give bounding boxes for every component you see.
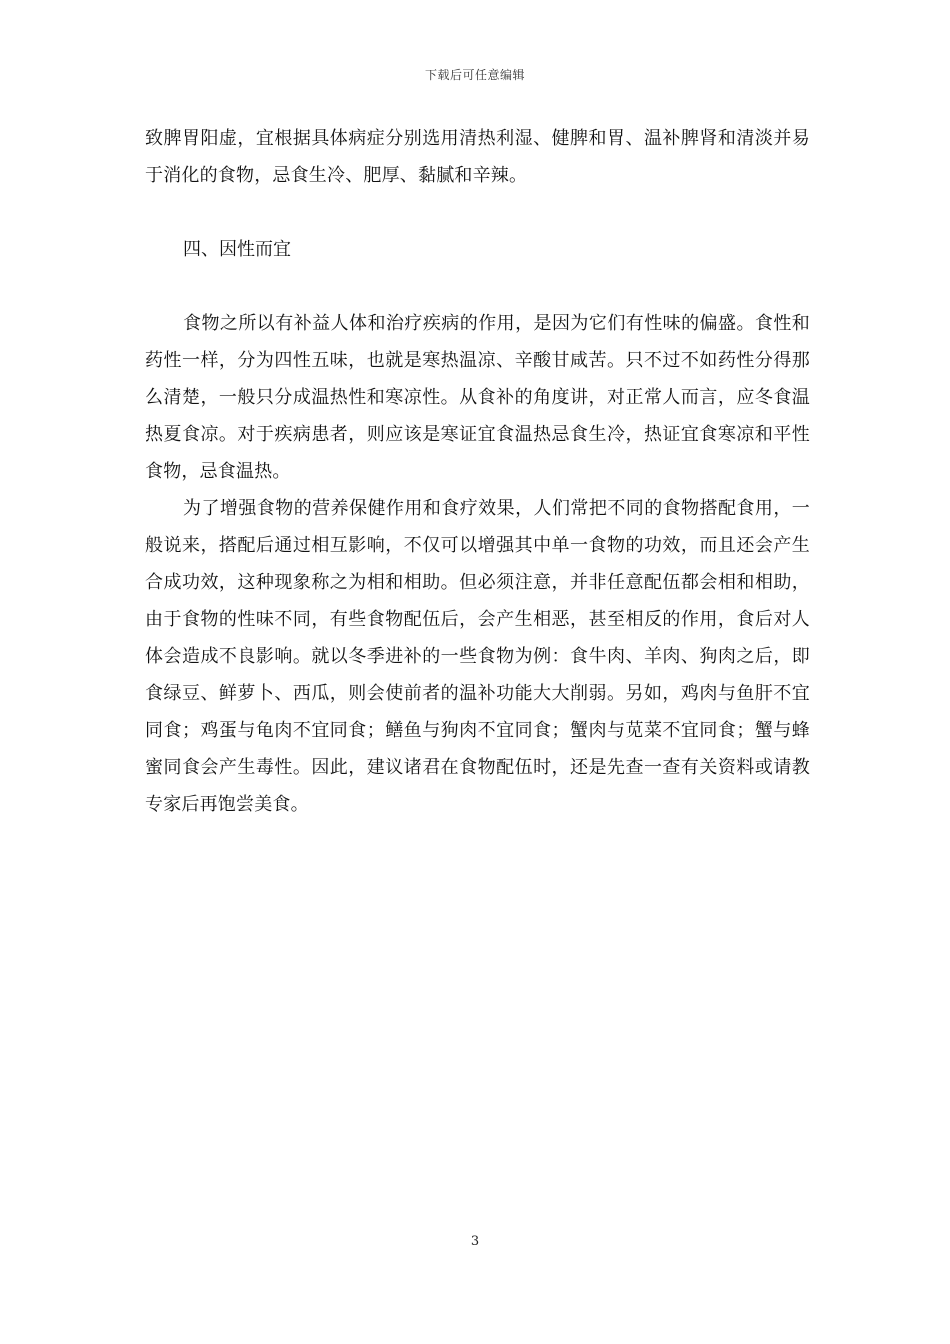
continued-paragraph: 致脾胃阳虚，宜根据具体病症分别选用清热利湿、健脾和胃、温补脾肾和清淡并易于消化的食物，忌食生冷、肥厚、黏腻和辛辣。 (145, 128, 810, 186)
page-number: 3 (470, 1234, 480, 1249)
paragraph-food-properties: 食物之所以有补益人体和治疗疾病的作用，是因为它们有性味的偏盛。食性和药性一样，分为四性五味，也就是寒热温凉、辛酸甘咸苦。只不过不如药性分得那么清楚，一般只分成温热性和寒凉性。从食补的角度讲，对正常人而言，应冬食温热夏食凉。对于疾病患者，则应该是寒证宜食温热忌食生冷，热证宜食寒凉和平性食物，忌食温热。 (145, 313, 810, 482)
page-header: 下载后可任意编辑 (424, 68, 525, 82)
paragraph-food-combination: 为了增强食物的营养保健作用和食疗效果，人们常把不同的食物搭配食用，一般说来，搭配后通过相互影响，不仅可以增强其中单一食物的功效，而且还会产生合成功效，这种现象称之为相和相助。但必须注意，并非任意配伍都会相和相助，由于食物的性味不同，有些食物配伍后，会产生相恶，甚至相反的作用，食后对人体会造成不良影响。就以冬季进补的一些食物为例：食牛肉、羊肉、狗肉之后，即食绿豆、鲜萝卜、西瓜，则会使前者的温补功能大大削弱。另如，鸡肉与鱼肝不宜同食；鸡蛋与龟肉不宜同食；鳝鱼与狗肉不宜同食；蟹肉与苋菜不宜同食；蟹与蜂蜜同食会产生毒性。因此，建议诸君在食物配伍时，还是先查一查有关资料或请教专家后再饱尝美食。 (145, 498, 810, 815)
document-body (145, 120, 810, 823)
section-heading: 四、因性而宜 (183, 239, 291, 260)
